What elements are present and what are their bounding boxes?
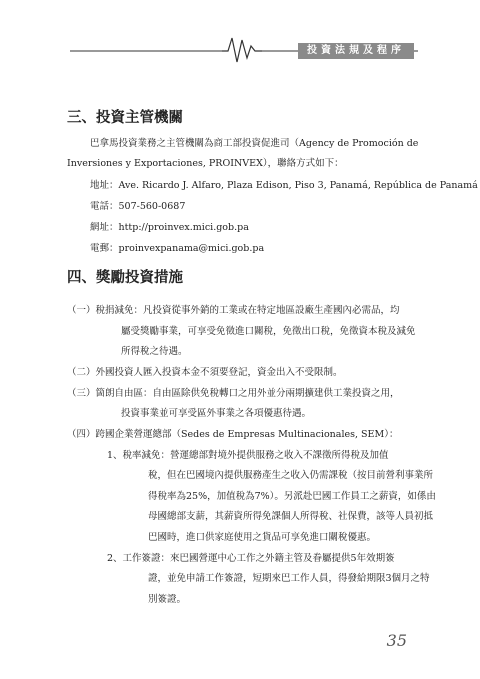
page-number: 35 (386, 631, 407, 650)
section3-intro-line2: Inversiones y Exportaciones, PROINVEX），聯絡方式如下： (67, 158, 344, 169)
section4-heading: 四、獎勵投資措施 (67, 269, 183, 286)
sub1-line5: 巴國時，進口供家庭使用之貨品可享免進口關稅優惠。 (148, 532, 377, 543)
section3-phone: 電話：507-560-0687 (90, 201, 186, 212)
page-header (0, 0, 480, 70)
sub1-line1: 1、稅率減免：營運總部對境外提供服務之收入不課徵所得稅及加值 (107, 450, 389, 461)
item3-line1: （三）箇朗自由區：自由區除供免稅轉口之用外並分兩期擴建供工業投資之用， (67, 388, 400, 399)
item4: （四）跨國企業營運總部（Sedes de Empresas Multinacionales, SEM）： (67, 429, 399, 440)
sub1-line3: 得稅率為25%，加值稅為7%）。另派赴巴國工作員工之薪資，如係由 (148, 491, 436, 502)
sub1-line4: 母國總部支薪，其薪資所得免課個人所得稅、社保費，該等人員初抵 (148, 511, 434, 522)
section3-email: 電郵：proinvexpanama@mici.gob.pa (90, 243, 265, 254)
section3-intro-line1: 巴拿馬投資業務之主管機關為商工部投資促進司（Agency de Promoción de (90, 138, 419, 149)
sub2-line2: 證，並免申請工作簽證，短期來巴工作人員，得發給期限3個月之特 (148, 573, 430, 584)
section3-heading: 三、投資主管機關 (67, 109, 183, 126)
item1-line3: 所得稅之待遇。 (121, 346, 188, 357)
item1-line1: （一）稅捐減免：凡投資從事外銷的工業或在特定地區設廠生產國內必需品，均 (67, 305, 400, 316)
section3-address: 地址：Ave. Ricardo J. Alfaro, Plaza Edison, Piso 3, Panamá, República de Panamá (90, 180, 478, 191)
item2: （二）外國投資人匯入投資本金不須要登記，資金出入不受限制。 (67, 367, 343, 378)
sub1-line2: 稅，但在巴國境內提供服務產生之收入仍需課稅（按目前營利事業所 (148, 470, 434, 481)
item3-line2: 投資事業並可享受區外事業之各項優惠待遇。 (121, 408, 312, 419)
item1-line2: 屬受獎勵事業，可享受免徵進口關稅，免徵出口稅，免徵資本稅及減免 (121, 326, 416, 337)
sub2-line1: 2、工作簽證：來巴國營運中心工作之外籍主管及眷屬提供5年效期簽 (107, 553, 395, 564)
section3-website: 網址：http://proinvex.mici.gob.pa (90, 222, 249, 233)
header-section-title: 投資法規及程序 (298, 43, 414, 59)
header-heartbeat-line (0, 0, 480, 70)
sub2-line3: 別簽證。 (148, 594, 187, 605)
